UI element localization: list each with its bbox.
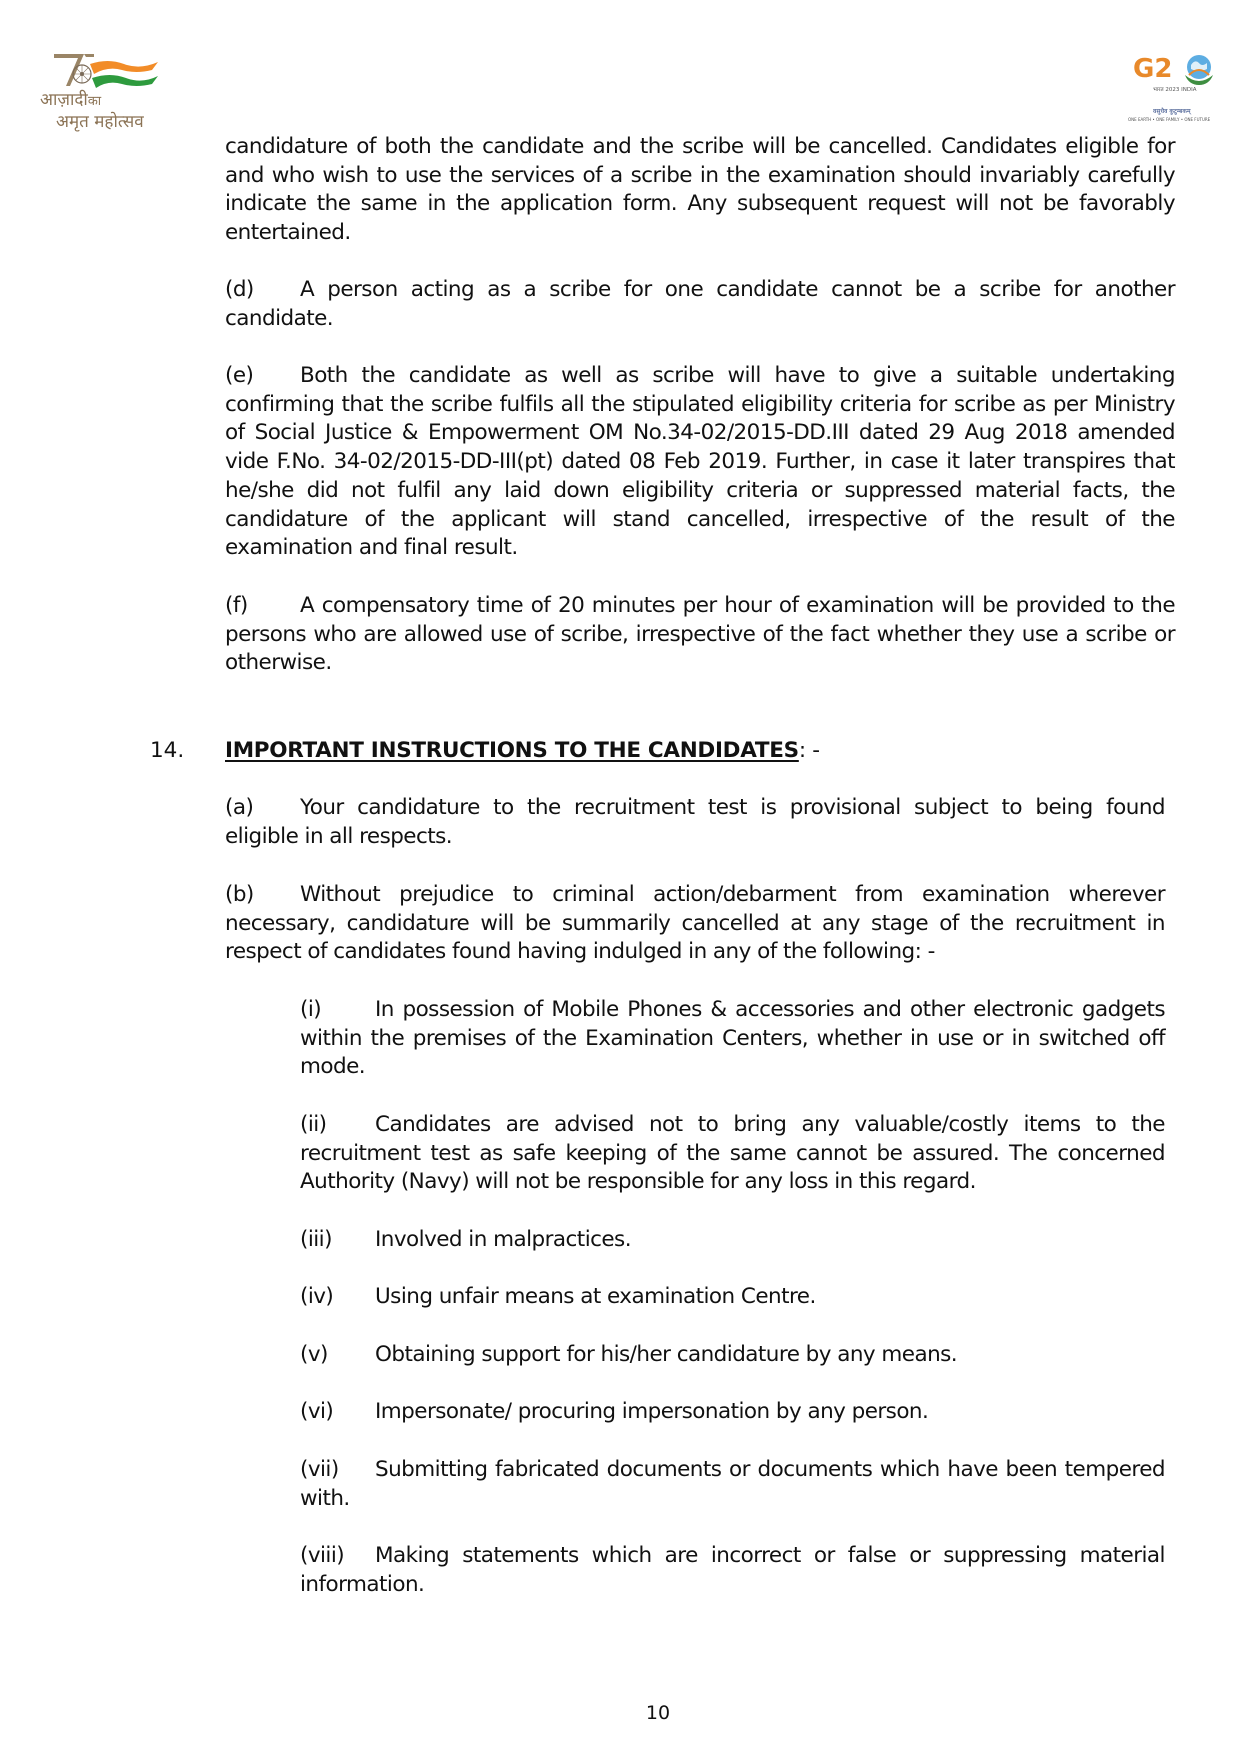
svg-text:G2: G2 — [1133, 54, 1173, 84]
item-label: (b) — [225, 882, 254, 907]
item-text: Both the candidate as well as scribe will have to give a suitable undertaking confirming that the scribe fulfils all the stipulated eligibility criteria for scribe as per Ministry of Social Justice & Empowerment OM No.34-02/2015-DD.III dated 29 Aug 2018 amended vide F.No. 34-02/2015-DD-III(pt) dated 08 Feb 2019. Further, in case it later transpires that he/she did not fulfil any laid down eligibility criteria or suppressed material facts, the candidature of the applicant will stand cancelled, irrespective of the result of the examination and final result. — [225, 363, 1175, 561]
azadi-logo-line1-small: का — [87, 94, 102, 109]
svg-text:वसुधैव कुटुम्बकम्: वसुधैव कुटुम्बकम् — [1153, 108, 1191, 115]
item-label: (iii) — [300, 1227, 332, 1252]
instruction-subitem-vi — [300, 1398, 1165, 1427]
scribe-item-d — [225, 276, 1175, 333]
section-heading — [225, 737, 820, 766]
item-text: Your candidature to the recruitment test is provisional subject to being found eligible in all respects. — [225, 795, 1165, 849]
item-label: (i) — [300, 997, 322, 1022]
section-title: IMPORTANT INSTRUCTIONS TO THE CANDIDATES — [225, 738, 799, 763]
instruction-subitem-iii — [300, 1226, 1165, 1255]
g20-lotus-globe-icon — [1125, 45, 1225, 135]
instruction-item-a — [225, 794, 1165, 851]
item-label: (iv) — [300, 1284, 334, 1309]
item-label: (v) — [300, 1342, 328, 1367]
item-label: (d) — [225, 277, 254, 302]
item-text: Candidates are advised not to bring any valuable/costly items to the recruitment test as safe keeping of the same cannot be assured. The concerned Authority (Navy) will not be responsible for any loss in this regard. — [300, 1112, 1165, 1195]
item-label: (f) — [225, 593, 248, 618]
item-text: A compensatory time of 20 minutes per hour of examination will be provided to the persons who are allowed use of scribe, irrespective of the fact whether they use a scribe or otherwise. — [225, 593, 1175, 676]
scribe-continuation-paragraph — [225, 133, 1175, 248]
item-label: (viii) — [300, 1543, 345, 1568]
section-title-suffix: : - — [798, 738, 820, 763]
scribe-item-e — [225, 362, 1175, 563]
item-text: Using unfair means at examination Centre. — [375, 1284, 816, 1309]
item-label: (vi) — [300, 1399, 334, 1424]
item-text: Impersonate/ procuring impersonation by any person. — [375, 1399, 929, 1424]
g20-logo — [1125, 45, 1225, 135]
page-number: 10 — [645, 1702, 671, 1724]
item-label: (a) — [225, 795, 254, 820]
section-number: 14. — [150, 738, 185, 763]
item-text: Without prejudice to criminal action/debarment from examination wherever necessary, candidature will be summarily cancelled at any stage of the recruitment in respect of candidates found having indulged in any of the following: - — [225, 882, 1165, 965]
item-text: A person acting as a scribe for one candidate cannot be a scribe for another candidate. — [225, 277, 1175, 331]
azadi-logo-line2: अमृत महोत्सव — [56, 112, 144, 132]
azadi-logo-line1: आज़ादी — [40, 90, 88, 110]
item-text: Making statements which are incorrect or false or suppressing material information. — [300, 1543, 1165, 1597]
scribe-item-f — [225, 592, 1175, 678]
item-text: In possession of Mobile Phones & accessories and other electronic gadgets within the premises of the Examination Centers, whether in use or in switched off mode. — [300, 997, 1165, 1080]
instruction-subitem-v — [300, 1341, 1165, 1370]
svg-text:भारत 2023 INDIA: भारत 2023 INDIA — [1153, 87, 1197, 93]
instruction-item-b — [225, 881, 1165, 967]
instruction-subitem-iv — [300, 1283, 1165, 1312]
instruction-subitem-i — [300, 996, 1165, 1082]
instruction-subitem-ii — [300, 1111, 1165, 1197]
svg-text:ONE EARTH • ONE FAMILY • ONE F: ONE EARTH • ONE FAMILY • ONE FUTURE — [1128, 117, 1211, 122]
instruction-subitem-viii — [300, 1542, 1165, 1599]
azadi-ka-amrit-mahotsav-logo — [40, 48, 170, 133]
item-text: Obtaining support for his/her candidature by any means. — [375, 1342, 958, 1367]
instruction-subitem-vii — [300, 1456, 1165, 1513]
item-label: (e) — [225, 363, 254, 388]
item-label: (ii) — [300, 1112, 327, 1137]
item-text: Submitting fabricated documents or documents which have been tempered with. — [300, 1457, 1165, 1511]
paragraph-text: candidature of both the candidate and the scribe will be cancelled. Candidates eligible for and who wish to use the services of a scribe in the examination should invariably carefully indicate the same in the application form. Any subsequent request will not be favorably entertained. — [225, 134, 1175, 246]
item-label: (vii) — [300, 1457, 339, 1482]
item-text: Involved in malpractices. — [375, 1227, 631, 1252]
